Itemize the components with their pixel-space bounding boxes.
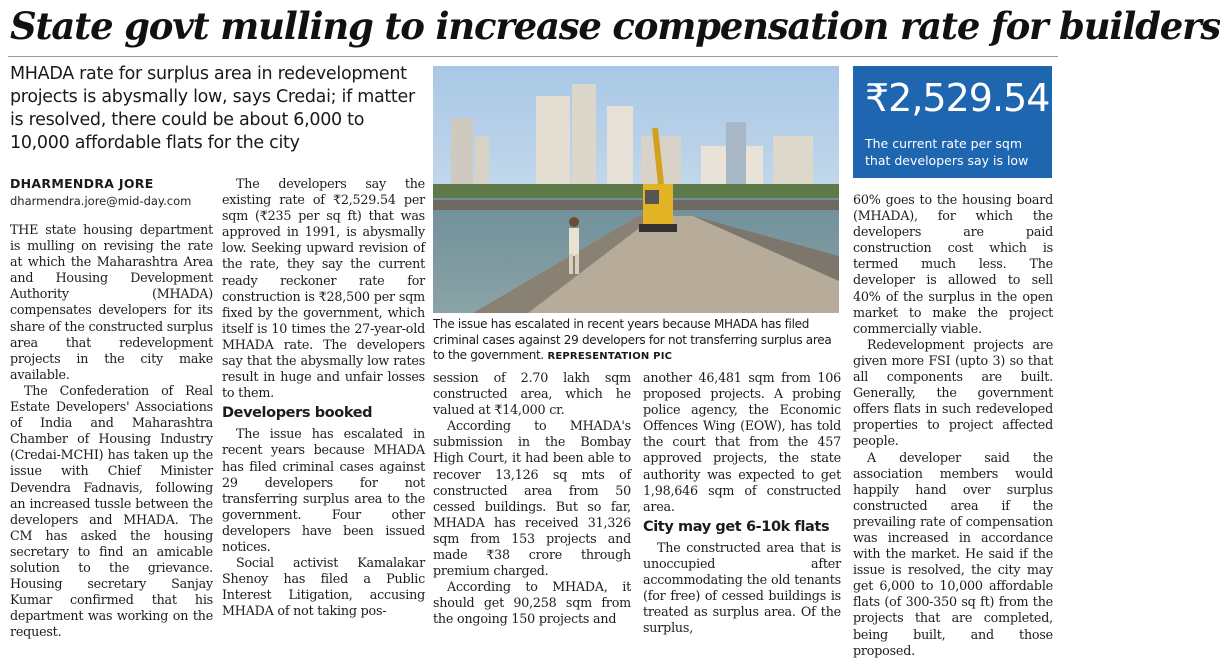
paragraph: another 46,481 sqm from 106 proposed projects. A probing police agency, the Economic Offences Wing (EOW), has told the court that from the 457 approved projects, the state authority was expected to get 1,98,646 sqm of constructed area. (643, 370, 841, 514)
author-name: DHARMENDRA JORE (10, 176, 154, 191)
paragraph: Social activist Kamalakar Shenoy has filed a Public Interest Litigation, accusing MHADA of not taking pos- (222, 555, 425, 619)
fact-box (853, 66, 1052, 178)
byline (10, 176, 215, 208)
headline: State govt mulling to increase compensation rate for builders (10, 4, 1220, 48)
subhead-developers-booked: Developers booked (222, 405, 373, 422)
article-column-2 (222, 176, 425, 619)
construction-scene-image (433, 66, 839, 313)
paragraph: Redevelopment projects are given more FSI (upto 3) so that all components are built. Generally, the government offers flats in such redeveloped properties to project affected people. (853, 336, 1053, 449)
paragraph: THE state housing department is mulling on revising the rate at which the Maharashtra Area and Housing Development Authority (MHADA) compensates developers for its share of the constructed surplus area that redevelopment projects in the city make available. (10, 222, 213, 382)
paragraph: The Confederation of Real Estate Developers' Associations of India and Maharashtra Chamber of Housing Industry (Credai-MCHI) has taken up the issue with Chief Minister Devendra Fadnavis, following an increased tussle between the developers and MHADA. The CM has asked the housing secretary to find an amicable solution to the grievance. Housing secretary Sanjay Kumar confirmed that his department was working on the request. (10, 382, 213, 640)
photo-caption (433, 317, 839, 365)
article-column-3 (433, 370, 631, 628)
news-photo (433, 66, 839, 313)
paragraph: According to MHADA's submission in the Bombay High Court, it had been able to recover 13,126 sq mts of constructed area from 50 cessed buildings. But so far, MHADA has received 31,326 sqm from 153 projects and made ₹38 crore through premium charged. (433, 418, 631, 579)
paragraph: session of 2.70 lakh sqm constructed area, which he valued at ₹14,000 cr. (433, 370, 631, 418)
paragraph: The issue has escalated in recent years because MHADA has filed criminal cases against 29 developers for not transferring surplus area to the government. Four other developers have been issued notices. (222, 426, 425, 554)
fact-figure: ₹2,529.54 (865, 76, 1050, 120)
photo-credit: REPRESENTATION PIC (547, 351, 673, 363)
fact-text: The current rate per sqm that developers say is low (865, 136, 1029, 168)
author-email: dharmendra.jore@mid-day.com (10, 194, 192, 208)
article-column-1 (10, 222, 213, 640)
paragraph: According to MHADA, it should get 90,258 sqm from the ongoing 150 projects and (433, 579, 631, 627)
paragraph: The developers say the existing rate of ₹2,529.54 per sqm (₹235 per sq ft) that was approved in 1991, is abysmally low. Seeking upward revision of the rate, they say the current ready reckoner rate for construction is ₹28,500 per sqm fixed by the government, which itself is 10 times the 27-year-old MHADA rate. The developers say that the abysmally low rates result in huge and unfair losses to them. (222, 176, 425, 401)
deck-summary: MHADA rate for surplus area in redevelopment projects is abysmally low, says Credai; if matter is resolved, there could be about 6,000 to 10,000 affordable flats for the city (10, 64, 415, 153)
paragraph: The constructed area that is unoccupied after accommodating the old tenants (for free) of cessed buildings is treated as surplus area. Of the surplus, (643, 539, 841, 636)
paragraph: A developer said the association members would happily hand over surplus constructed area if the prevailing rate of compensation was increased in accordance with the market. He said if the issue is resolved, the city may get 6,000 to 10,000 affordable flats (of 300-350 sq ft) from the projects that are completed, being built, and those proposed. (853, 449, 1053, 658)
article-column-4 (643, 370, 841, 636)
article-column-5 (853, 192, 1053, 659)
subhead-city-flats: City may get 6-10k flats (643, 518, 830, 535)
paragraph: 60% goes to the housing board (MHADA), for which the developers are paid construction cost which is termed much less. The developer is allowed to sell 40% of the surplus in the open market to make the project commercially viable. (853, 192, 1053, 336)
headline-rule (8, 56, 1058, 57)
caption-text: The issue has escalated in recent years because MHADA has filed criminal cases against 29 developers for not transferring surplus area to the government. (433, 317, 832, 363)
